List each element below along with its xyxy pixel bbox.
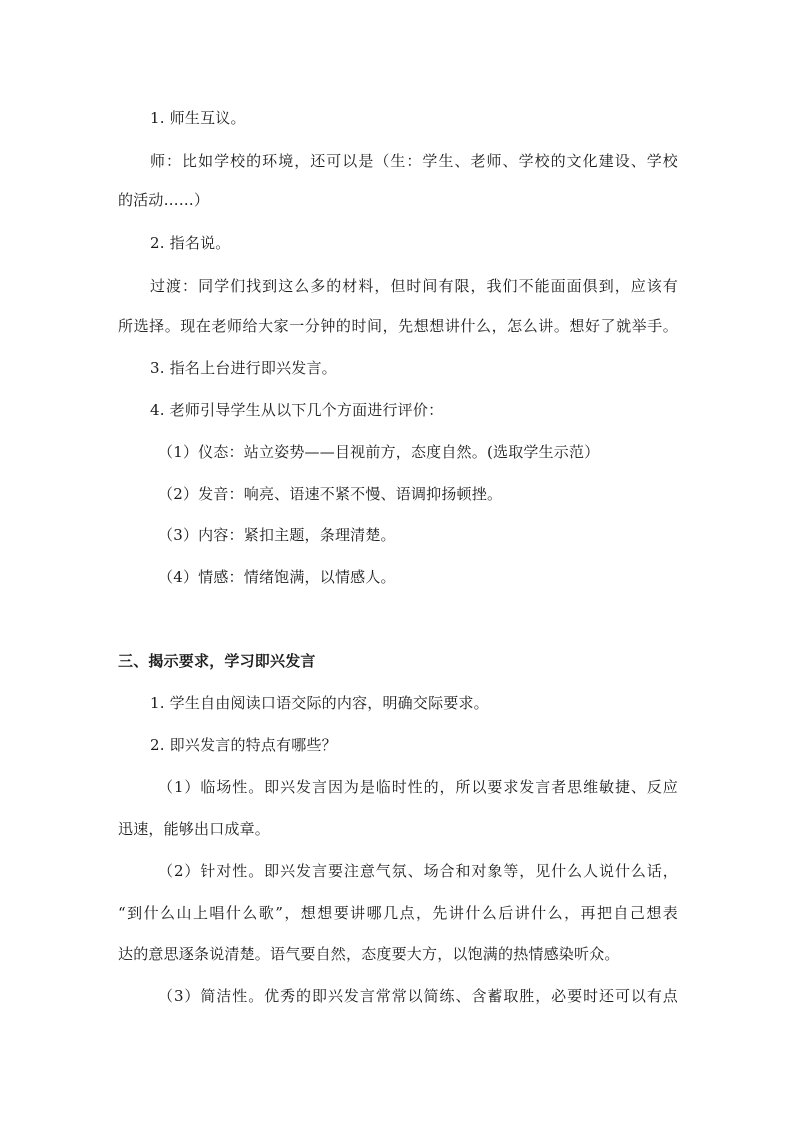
- feature-2-cont-1: “到什么山上唱什么歌”，想想要讲哪几点，先讲什么后讲什么，再把自己想表: [118, 904, 678, 922]
- paragraph-transition-cont: 所选择。现在老师给大家一分钟的时间，先想想讲什么，怎么讲。想好了就举手。: [118, 317, 678, 335]
- paragraph-step-1: 1. 师生互议。: [150, 109, 246, 127]
- criteria-item-4: （4）情感：情绪饱满，以情感人。: [158, 568, 396, 586]
- feature-2: （2）针对性。即兴发言要注意气氛、场合和对象等，见什么人说什么话，: [158, 862, 678, 880]
- paragraph-teacher-line: 师：比如学校的环境，还可以是（生：学生、老师、学校的文化建设、学校: [150, 152, 678, 170]
- feature-1: （1）临场性。即兴发言因为是临时性的，所以要求发言者思维敏捷、反应: [158, 778, 678, 796]
- criteria-item-1: （1）仪态：站立姿势——目视前方，态度自然。(选取学生示范）: [158, 443, 600, 461]
- criteria-item-2: （2）发音：响亮、语速不紧不慢、语调抑扬顿挫。: [158, 485, 503, 503]
- feature-3: （3）简洁性。优秀的即兴发言常常以简练、含蓄取胜，必要时还可以有点: [158, 987, 678, 1005]
- section3-step-2: 2. 即兴发言的特点有哪些？: [150, 736, 337, 754]
- feature-2-cont-2: 达的意思逐条说清楚。语气要自然，态度要大方，以饱满的热情感染听众。: [118, 945, 620, 963]
- paragraph-step-4: 4. 老师引导学生从以下几个方面进行评价：: [150, 401, 444, 419]
- paragraph-step-2: 2. 指名说。: [150, 234, 231, 252]
- feature-1-cont: 迅速，能够出口成章。: [118, 820, 271, 838]
- paragraph-step-3: 3. 指名上台进行即兴发言。: [150, 359, 337, 377]
- section3-step-1: 1. 学生自由阅读口语交际的内容，明确交际要求。: [150, 694, 489, 712]
- paragraph-transition: 过渡：同学们找到这么多的材料，但时间有限，我们不能面面俱到，应该有: [150, 277, 678, 295]
- criteria-item-3: （3）内容：紧扣主题，条理清楚。: [158, 526, 396, 544]
- paragraph-teacher-line-cont: 的活动……）: [118, 191, 210, 209]
- section-heading-3: 三、揭示要求，学习即兴发言: [118, 652, 316, 670]
